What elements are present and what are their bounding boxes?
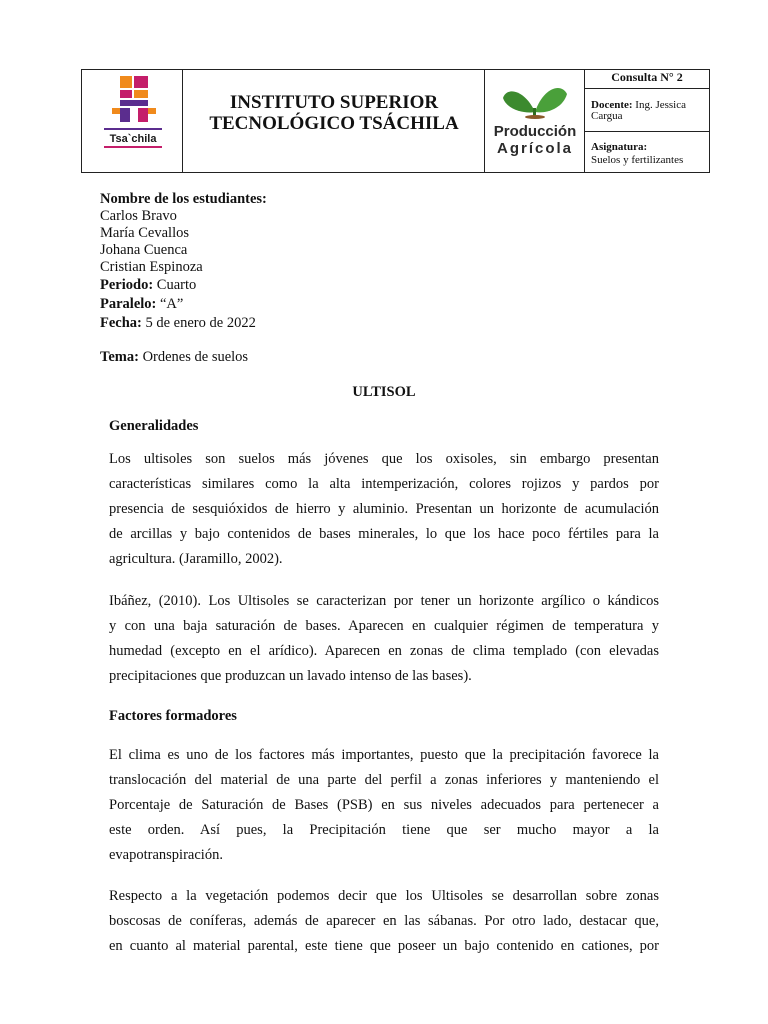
tema-row bbox=[100, 349, 248, 366]
paragraph-3 bbox=[109, 743, 659, 868]
periodo-value: Cuarto bbox=[156, 277, 197, 293]
asignatura-label: Asignatura: bbox=[591, 141, 648, 153]
periodo-row bbox=[100, 276, 267, 295]
tema-value: Ordenes de suelos bbox=[142, 349, 249, 365]
document-title: ULTISOL bbox=[352, 384, 416, 400]
paragraph-line: en cuanto al material parental, este tiene que poseer un bajo contenido en cationes, por bbox=[109, 938, 659, 954]
asignatura-value: Suelos y fertilizantes bbox=[591, 154, 684, 166]
header-table bbox=[81, 69, 710, 173]
paragraph-line: presencia de sesquióxidos de hierro y aluminio. Presentan un horizonte de acumulación bbox=[109, 501, 659, 517]
student-name: Johana Cuenca bbox=[100, 242, 188, 258]
paragraph-line: boscosas de coníferas, además de aparecer en las sábanas. Por otro lado, destacar que, bbox=[109, 913, 659, 929]
student-name: Carlos Bravo bbox=[100, 208, 177, 224]
svg-text:Producción: Producción bbox=[493, 123, 577, 140]
paragraph-line: características similares como la alta intemperización, colores rojizos y pardos por bbox=[109, 476, 659, 492]
paragraph-line: este orden. Así pues, la Precipitación tiene que ser mucho mayor a la bbox=[109, 822, 659, 838]
institute-title bbox=[183, 92, 485, 134]
title-line-1: INSTITUTO SUPERIOR bbox=[229, 92, 439, 113]
paragraph-line: agricultura. (Jaramillo, 2002). bbox=[109, 551, 283, 567]
paragraph-4 bbox=[109, 884, 659, 959]
students-label: Nombre de los estudiantes: bbox=[100, 191, 267, 207]
consulta-number: Consulta N° 2 bbox=[585, 70, 709, 89]
section-heading-generalidades: Generalidades bbox=[109, 418, 199, 434]
student-info-block bbox=[100, 191, 267, 333]
paragraph-line: evapotranspiración. bbox=[109, 847, 223, 863]
asignatura-row bbox=[585, 132, 709, 172]
paragraph-line: Los ultisoles son suelos más jóvenes que los oxisoles, sin embargo presentan bbox=[109, 451, 659, 467]
produccion-agricola-logo-icon bbox=[485, 70, 585, 172]
produccion-logo-cell bbox=[485, 70, 585, 172]
docente-value: Ing. Jessica Cargua bbox=[591, 99, 687, 122]
paragraph-line: humedad (excepto en el arídico). Aparecen en zonas de clima templado (con elevadas bbox=[109, 643, 659, 659]
paragraph-line: El clima es uno de los factores más importantes, puesto que la precipitación favorece la bbox=[109, 747, 659, 763]
fecha-label: Fecha: bbox=[100, 315, 142, 331]
paragraph-line: precipitaciones que produzcan un lavado intenso de las bases). bbox=[109, 668, 472, 684]
paragraph-line: Ibáñez, (2010). Los Ultisoles se caracterizan por tener un horizonte argílico o kándicos bbox=[109, 593, 659, 609]
institute-logo-icon bbox=[82, 70, 183, 172]
svg-text:Agrícola: Agrícola bbox=[496, 140, 574, 157]
paralelo-row bbox=[100, 295, 267, 314]
svg-text:Tsa`chila: Tsa`chila bbox=[109, 133, 157, 145]
paragraph-line: y con una baja saturación de bases. Aparecen en cualquier régimen de temperatura y bbox=[109, 618, 659, 634]
title-cell bbox=[183, 70, 485, 172]
info-cell bbox=[585, 70, 709, 172]
paragraph-1 bbox=[109, 447, 659, 572]
paragraph-line: de arcillas y bajo contenidos de bases minerales, lo que los hace poco fértiles para la bbox=[109, 526, 659, 542]
paragraph-line: translocación del material de una parte del perfil a zonas inferiores y manteniendo el bbox=[109, 772, 659, 788]
institute-logo-cell bbox=[82, 70, 183, 172]
paralelo-label: Paralelo: bbox=[100, 296, 157, 312]
student-name: Cristian Espinoza bbox=[100, 259, 203, 275]
tema-label: Tema: bbox=[100, 349, 139, 365]
paragraph-line: Respecto a la vegetación podemos decir que los Ultisoles se desarrollan sobre zonas bbox=[109, 888, 659, 904]
docente-row bbox=[585, 89, 709, 132]
student-name: María Cevallos bbox=[100, 225, 189, 241]
paralelo-value: “A” bbox=[160, 296, 184, 312]
docente-label: Docente: bbox=[591, 99, 633, 111]
fecha-row bbox=[100, 314, 267, 333]
fecha-value: 5 de enero de 2022 bbox=[145, 315, 256, 331]
title-line-2: TECNOLÓGICO TSÁCHILA bbox=[209, 113, 459, 134]
paragraph-2 bbox=[109, 589, 659, 689]
paragraph-line: Porcentaje de Saturación de Bases (PSB) en sus niveles adecuados para pertenecer a bbox=[109, 797, 659, 813]
section-heading-factores: Factores formadores bbox=[109, 708, 237, 724]
periodo-label: Periodo: bbox=[100, 277, 154, 293]
